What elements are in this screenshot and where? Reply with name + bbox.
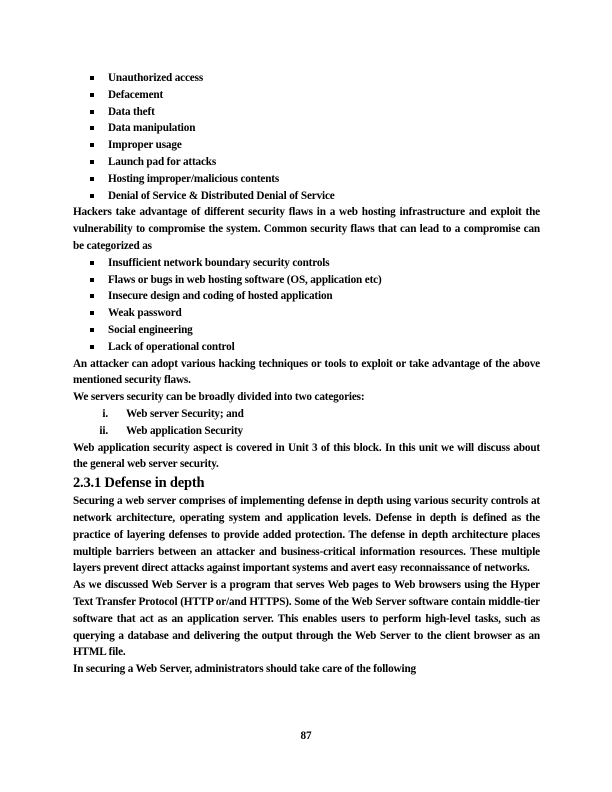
square-bullet-icon	[90, 294, 94, 298]
list-item-text: Launch pad for attacks	[108, 155, 217, 168]
list-item-text: Weak password	[108, 307, 182, 320]
categories-list	[73, 406, 540, 440]
square-bullet-icon	[90, 76, 94, 80]
defense-paragraph: Securing a web server comprises of implementing defense in depth using various security controls at network architecture, operating system and application levels. Defense in depth is defined as the practice of layering defenses to provide added protection. The defense in depth architecture places multiple barriers between an attacker and business-critical information resources. These multiple layers prevent direct attacks against important systems and avert easy reconnaissance of networks.	[73, 495, 540, 575]
list-item-text: Insecure design and coding of hosted application	[108, 290, 333, 303]
list-item-text: Web application Security	[126, 424, 243, 437]
square-bullet-icon	[90, 143, 94, 147]
list-item	[73, 339, 540, 356]
list-item	[73, 87, 540, 104]
square-bullet-icon	[90, 93, 94, 97]
list-item-text: Denial of Service & Distributed Denial of Service	[108, 189, 335, 202]
list-item	[73, 288, 540, 305]
list-item	[73, 305, 540, 322]
list-item-text: Unauthorized access	[108, 72, 204, 84]
list-item	[73, 120, 540, 137]
square-bullet-icon	[90, 311, 94, 315]
list-item	[73, 104, 540, 121]
square-bullet-icon	[90, 278, 94, 282]
list-item	[73, 154, 540, 171]
list-item	[73, 70, 540, 87]
list-item-text: Improper usage	[108, 139, 182, 152]
list-item	[73, 171, 540, 188]
list-item-text: Defacement	[108, 88, 164, 101]
list-number: i.	[102, 407, 108, 420]
square-bullet-icon	[90, 110, 94, 114]
section-heading: 2.3.1 Defense in depth	[73, 475, 205, 492]
threat-list	[73, 70, 540, 204]
list-item	[73, 137, 540, 154]
webserver-paragraph: As we discussed Web Server is a program that serves Web pages to Web browsers using the Hyper Text Transfer Protocol (HTTP or/and HTTPS). Some of the Web Server software contain middle-tier software that act as an application server. This enables users to perform high-level tasks, such as querying a database and delivering the output through the Web Server to the client browser as an HTML file.	[73, 579, 540, 659]
square-bullet-icon	[90, 328, 94, 332]
list-item-text: Web server Security; and	[126, 407, 244, 420]
list-item-text: Data manipulation	[108, 122, 196, 135]
list-item-text: Data theft	[108, 105, 155, 118]
list-item	[73, 272, 540, 289]
square-bullet-icon	[90, 126, 94, 130]
square-bullet-icon	[90, 177, 94, 181]
square-bullet-icon	[90, 160, 94, 164]
list-item	[73, 255, 540, 272]
list-item-text: Lack of operational control	[108, 340, 235, 353]
square-bullet-icon	[90, 345, 94, 349]
list-item-text: Flaws or bugs in web hosting software (OS, application etc)	[108, 273, 382, 286]
attacker-paragraph: An attacker can adopt various hacking techniques or tools to exploit or take advantage of the above mentioned security flaws.	[73, 357, 540, 387]
list-item	[73, 188, 540, 205]
webapp-paragraph: Web application security aspect is covered in Unit 3 of this block. In this unit we will discuss about the general web server security.	[73, 441, 540, 471]
admin-paragraph: In securing a Web Server, administrators should take care of the following	[73, 663, 416, 676]
list-item-text: Insufficient network boundary security controls	[108, 256, 330, 269]
list-item	[73, 406, 540, 423]
list-number: ii.	[99, 424, 108, 437]
square-bullet-icon	[90, 261, 94, 265]
categories-intro: We servers security can be broadly divided into two categories:	[73, 391, 365, 404]
hackers-paragraph: Hackers take advantage of different security flaws in a web hosting infrastructure and exploit the vulnerability to compromise the system. Common security flaws that can lead to a compromise can be categorized as	[73, 206, 540, 252]
flaws-list	[73, 255, 540, 356]
list-item	[73, 322, 540, 339]
list-item-text: Hosting improper/malicious contents	[108, 172, 280, 185]
list-item	[73, 423, 540, 440]
square-bullet-icon	[90, 194, 94, 198]
document-page	[73, 70, 540, 678]
page-number: 87	[300, 730, 312, 742]
list-item-text: Social engineering	[108, 323, 193, 336]
